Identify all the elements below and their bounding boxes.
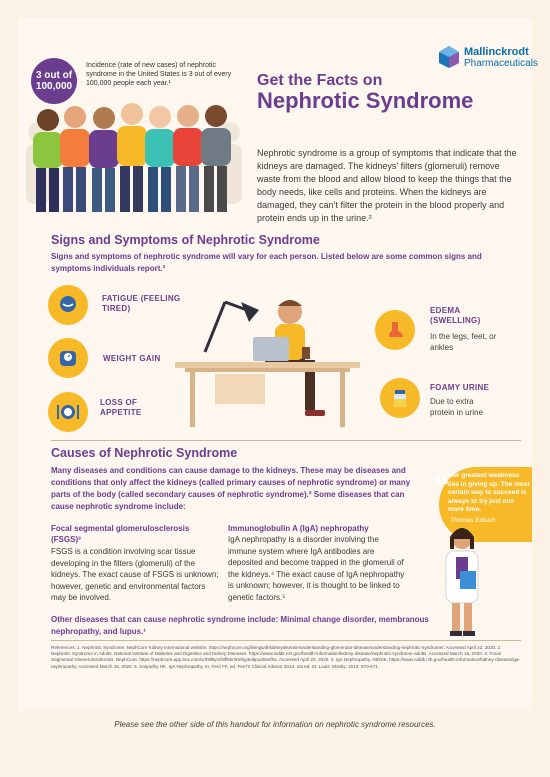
references-divider — [51, 640, 521, 641]
symptom-foamy-urine: FOAMY URINE — [430, 383, 490, 392]
fsgs-description: FSGS is a condition involving scar tissue developing in the filters (glomeruli) of the kidneys. The exact cause of FSGS is unknown; however, genetic and environmental factors may be involved. — [51, 547, 219, 602]
references: References: 1. Nephrotic Syndrome. NephCure Kidney International website. https://nephcure.org/livingwithkidneydisease/understanding-glomerular-disease/understanding-nephrotic-syndrome/. Accessed April 22, 2020. 2. Nephrotic Syndrome in Adults. National Institute of Diabetes and Digestive and Kidney Diseases. https://www.niddk.nih.gov/health-information/kidney-disease/nephrotic-syndrome-adults. Accessed March 18, 2020. 3. Focal Segmental Glomerulosclerosis. NephCure. https://nephcure.app.box.com/s/rl9ll6yvcl9fl5br00ebg4ei6pud6esfha. Accessed April 20, 2020. 4. IgA Nephropathy. NIDDK. https://www.niddk.nih.gov/health-information/kidney-disease/iga-nephropathy. Accessed March 18, 2020. 5. Satyadhy HK. IgA Nephropathy. In: Ferri FF, ed. Ferri’s Clinical Advisor 2013. 1st ed. St. Louis: Mosby; 2012: 570-571. — [51, 645, 520, 669]
foamy-urine-description: Due to extra protein in urine — [430, 397, 483, 417]
quote-text: Our greatest weakness lies in giving up. The most certain way to succeed is always to try just one more time. — [448, 472, 530, 513]
symptom-edema: EDEMA (SWELLING) — [430, 306, 481, 325]
other-diseases-text: Other diseases that can cause nephrotic syndrome include: Minimal change disorder, membranous nephropathy, and lupus.¹ — [51, 615, 429, 636]
iga-heading: Immunoglobulin A (IgA) nephropathy — [228, 524, 369, 533]
close-quote-icon: ” — [505, 512, 521, 548]
page-title: Nephrotic Syndrome — [257, 88, 474, 113]
mallinckrodt-logo-icon — [437, 45, 461, 69]
section-divider — [51, 440, 521, 441]
stat-line1: 3 out of — [35, 70, 73, 81]
signs-subtitle: Signs and symptoms of nephrotic syndrome will vary for each person. Listed below are some common signs and symptoms individuals report.² — [51, 252, 482, 273]
causes-heading: Causes of Nephrotic Syndrome — [51, 446, 238, 460]
swollen-foot-icon — [375, 310, 415, 350]
title-line1: Get the Facts on — [257, 72, 383, 89]
iga-description: IgA nephropathy is a disorder involving the immune system where IgA antibodies are deposited and become trapped in the glomeruli of the kidneys.⁴ The exact cause of IgA nephropathy is unknown; however, it is thought to be linked to genetic factors.⁵ — [228, 535, 405, 602]
logo-name: Mallinckrodt — [464, 46, 529, 58]
fatigue-icon — [48, 285, 88, 325]
symptom-weight-gain: WEIGHT GAIN — [103, 354, 161, 363]
footer-note: Please see the other side of this handout for information on nephrotic syndrome resources. — [114, 720, 436, 729]
weight-scale-icon — [48, 338, 88, 378]
stat-line2: 100,000 — [35, 81, 73, 92]
fsgs-heading: Focal segmental glomerulosclerosis (FSGS)³ — [51, 524, 190, 544]
people-group-illustration — [20, 92, 245, 220]
plate-utensils-icon — [48, 392, 88, 432]
causes-subtitle: Many diseases and conditions can cause damage to the kidneys. These may be diseases and conditions that only affect the kidneys (called primary causes of nephrotic syndrome) or many parts of the body (called secondary causes of nephrotic syndrome).² Some diseases that can cause nephrotic syndrome include: — [51, 466, 411, 511]
logo-subtitle: Pharmaceuticals — [464, 58, 538, 69]
symptom-loss-of-appetite: LOSS OF APPETITE — [100, 398, 142, 417]
man-at-desk-illustration — [175, 292, 360, 432]
signs-heading: Signs and Symptoms of Nephrotic Syndrome — [51, 233, 320, 247]
urine-sample-icon — [380, 378, 420, 418]
edema-description: In the legs, feet, or ankles — [430, 332, 497, 352]
open-quote-icon: “ — [434, 468, 450, 504]
quote-author: Thomas Edison — [450, 517, 496, 524]
incidence-text: Incidence (rate of new cases) of nephrotic syndrome in the United States is 3 out of every 100,000 people each year.¹ — [86, 62, 232, 87]
intro-paragraph: Nephrotic syndrome is a group of symptoms that indicate that the kidneys are damaged. The kidneys’ filters (glomeruli) remove waste from the blood and allow blood to keep the things that the body needs, like cells and proteins. When the kidneys are damaged, they can’t filter the protein in the blood properly and protein ends up in the urine.² — [257, 148, 517, 223]
symptom-fatigue: FATIGUE (FEELING TIRED) — [102, 294, 181, 313]
